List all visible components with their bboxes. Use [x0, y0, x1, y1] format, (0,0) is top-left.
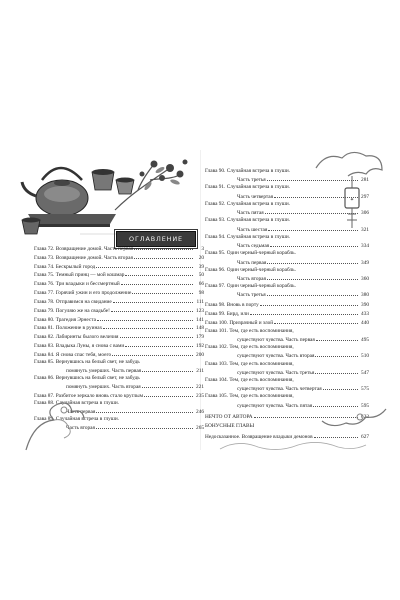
chapter-title: Глава 77. Горячий ужин и его продолжение	[34, 290, 132, 297]
chapter-title-continued: существуют чувства. Часть четвертая	[237, 386, 322, 393]
page-number: 495	[361, 336, 369, 343]
dot-leader	[96, 424, 193, 429]
dot-leader	[267, 275, 358, 280]
page-number: 265	[196, 424, 204, 431]
page-number: 595	[361, 402, 369, 409]
chapter-title: Глава 82. Лабиринты былого величия	[34, 334, 119, 341]
dot-leader	[125, 342, 193, 347]
toc-entry	[34, 263, 204, 270]
chapter-title: Глава 80. Трагедия Эрнеста	[34, 316, 96, 323]
toc-entry	[34, 360, 204, 374]
page-number: 627	[361, 434, 369, 441]
toc-entry	[205, 310, 369, 317]
dot-leader	[142, 383, 193, 388]
chapter-title: Глава 97. Один черный-черный корабль.	[205, 283, 296, 290]
dot-leader	[323, 385, 358, 390]
page-number: 39	[198, 263, 204, 270]
chapter-title-continued: Часть третья	[237, 292, 266, 299]
page-number: 98	[198, 290, 204, 297]
chapter-title: Глава 91. Случайная встреча в глуши.	[205, 184, 290, 191]
chapter-title: Глава 96. Один черный-черный корабль.	[205, 266, 296, 273]
page-number: 211	[196, 367, 204, 374]
chapter-title-continued: существуют чувства. Часть вторая	[237, 353, 315, 360]
toc-entry	[34, 333, 204, 340]
chapter-title-continued: помянуть умерших. Часть первая	[66, 367, 142, 374]
toc-entry	[205, 378, 369, 392]
cloud-ornament-bottom-center	[218, 435, 368, 455]
page-number: 123	[196, 307, 204, 314]
page-number: 50	[198, 272, 204, 279]
toc-entry	[34, 307, 204, 314]
toc-entry	[34, 245, 204, 252]
chapter-title: Глава 84. Я снова спас тебя, моего	[34, 351, 112, 358]
dot-leader	[315, 369, 358, 374]
chapter-title-continued: Часть первая	[237, 259, 267, 266]
page-number: 200	[196, 351, 204, 358]
chapter-title: Глава 88. Случайная встреча в глуши.	[34, 399, 119, 406]
page-number: 148	[196, 325, 204, 332]
chapter-title: БОНУСНЫЕ ГЛАВЫ	[205, 423, 255, 430]
chapter-title-continued: существуют чувства. Часть третья	[237, 369, 315, 376]
dot-leader	[125, 271, 193, 276]
dot-leader	[142, 367, 193, 372]
toc-entry	[34, 280, 204, 287]
chapter-title: Глава 74. Бескрылый город	[34, 263, 96, 270]
page-number: 179	[196, 334, 204, 341]
dot-leader	[121, 280, 193, 285]
chapter-title: Глава 93. Случайная встреча в глуши.	[205, 217, 290, 224]
chapter-title: Глава 98. Вновь в порту	[205, 301, 259, 308]
chapter-title: Глава 95. Один черный-черный корабль.	[205, 250, 296, 257]
chapter-title: Глава 90. Случайная встреча в глуши.	[205, 168, 290, 174]
chapter-title-continued: Часть пятая	[237, 210, 264, 217]
page-number: 297	[361, 193, 369, 200]
cloud-ornament-left	[24, 382, 94, 452]
chapter-title: Глава 76. Три владыки и бессмертный	[34, 281, 120, 288]
dot-leader	[134, 245, 193, 250]
chapter-title: Глава 101. Тем, где есть воспоминания,	[205, 327, 294, 334]
page-number: 281	[361, 177, 369, 184]
chapter-title-continued: Часть вторая	[237, 276, 266, 282]
page-number: 66	[198, 281, 204, 288]
toc-entry	[34, 271, 204, 278]
page-number: 111	[196, 298, 204, 305]
toc-entry	[205, 345, 369, 359]
chapter-title: Глава 104. Тем, где есть воспоминания,	[205, 377, 294, 383]
dot-leader	[96, 263, 193, 268]
page-number: 141	[196, 316, 204, 323]
page-number: 440	[361, 320, 369, 327]
toc-entry	[205, 284, 369, 298]
dot-leader	[113, 298, 193, 303]
dot-leader	[267, 259, 358, 264]
dot-leader	[120, 333, 194, 338]
dot-leader	[315, 352, 358, 357]
chapter-title: Глава 87. Разбитое зеркало вновь стало круглым	[34, 392, 144, 399]
chapter-title: Глава 72. Возвращение домой. Часть первая	[34, 246, 134, 252]
toc-heading-banner: ОГЛАВЛЕНИЕ	[116, 231, 196, 247]
page-number: 20	[198, 254, 204, 261]
dot-leader	[103, 324, 193, 329]
page-number: 349	[361, 259, 369, 266]
page-number: 221	[196, 383, 204, 390]
dot-leader	[132, 289, 193, 294]
toc-entry	[34, 351, 204, 358]
toc-entry	[34, 289, 204, 296]
chapter-title-continued: помянуть умерших. Часть вторая	[66, 383, 141, 390]
page-number: 235	[196, 392, 204, 399]
chapter-title-continued: Часть четвертая	[237, 193, 274, 200]
chapter-title-continued: Часть первая	[66, 408, 96, 415]
chapter-title: Глава 92. Случайная встреча в глуши.	[205, 200, 290, 207]
dot-leader	[260, 301, 358, 306]
page-number: 622	[361, 413, 369, 420]
chapter-title: Недосказанное. Возвращение владыки демонов	[205, 434, 313, 441]
chapter-title: НЕЧТО ОТ АВТОРА	[205, 413, 253, 420]
chapter-title-continued: Часть седьмая	[237, 243, 270, 250]
chapter-title: Глава 83. Владыка Луны, я снова с вами	[34, 343, 125, 350]
page-number: 380	[361, 292, 369, 299]
chapter-title: Глава 78. Отправимся на свидание	[34, 298, 112, 305]
toc-entry	[205, 251, 369, 265]
chapter-title-continued: существуют чувства. Часть пятая	[237, 402, 313, 409]
toc-entry	[205, 329, 369, 343]
chapter-title-continued: Часть вторая	[66, 424, 95, 431]
chapter-title: Глава 81. Положение в руинах	[34, 325, 103, 332]
chapter-title: Глава 79. Погуляю же на свадьбе!	[34, 307, 110, 314]
page-number: 321	[361, 226, 369, 233]
chapter-title: Глава 94. Случайная встреча в глуши.	[205, 233, 290, 240]
toc-entry	[205, 319, 369, 326]
chapter-title: Глава 73. Возвращение домой. Часть вторая	[34, 254, 133, 261]
page-number: 433	[361, 311, 369, 318]
cloud-ornament-top-right	[312, 148, 386, 248]
dot-leader	[96, 408, 193, 413]
page-number: 306	[361, 210, 369, 217]
page-number: 575	[361, 386, 369, 393]
dot-leader	[112, 351, 193, 356]
toc-entry	[34, 254, 204, 261]
chapter-title: Глава 99. Бирд, или	[205, 311, 249, 318]
chapter-title: Глава 102. Тем, где есть воспоминания,	[205, 344, 294, 351]
dot-leader	[111, 307, 193, 312]
chapter-title: Глава 85. Вернувшись на белый свет, не забудь	[34, 358, 140, 365]
toc-entry	[205, 301, 369, 308]
dot-leader	[144, 392, 193, 397]
toc-entry	[205, 268, 369, 282]
svg-text:✦: ✦	[349, 198, 355, 203]
dot-leader	[250, 310, 358, 315]
chapter-title: Глава 100. Призрачный и злой	[205, 320, 274, 327]
toc-entry	[205, 362, 369, 376]
page-number: 510	[361, 353, 369, 360]
chapter-title: Глава 103. Тем, где есть воспоминания,	[205, 360, 294, 367]
dot-leader	[134, 254, 193, 259]
toc-entry	[34, 298, 204, 305]
page-number: 334	[361, 243, 369, 250]
dot-leader	[97, 316, 193, 321]
page-number: 192	[196, 343, 204, 350]
dot-leader	[267, 291, 358, 296]
toc-entry	[34, 324, 204, 331]
toc-entry	[34, 316, 204, 323]
page-number: 3	[201, 246, 204, 252]
chapter-title: Глава 89. Случайная встреча в глуши.	[34, 415, 119, 422]
chapter-title-continued: существуют чувства. Часть первая	[237, 336, 315, 343]
chapter-title: Глава 75. Темный принц — мой кошмар	[34, 272, 125, 279]
chapter-title-continued: Часть шестая	[237, 226, 268, 233]
page-number: 547	[361, 369, 369, 376]
dot-leader	[274, 319, 358, 324]
chapter-title-continued: Часть третья	[237, 177, 266, 184]
page-number: 246	[196, 408, 204, 415]
chapter-title: Глава 86. Вернувшись на белый свет, не забудь	[34, 374, 140, 381]
chapter-title: Глава 105. Тем, где есть воспоминания,	[205, 393, 294, 400]
toc-entry	[34, 342, 204, 349]
page-number: 390	[361, 301, 369, 308]
dot-leader	[316, 336, 358, 341]
page-number: 360	[361, 276, 369, 282]
